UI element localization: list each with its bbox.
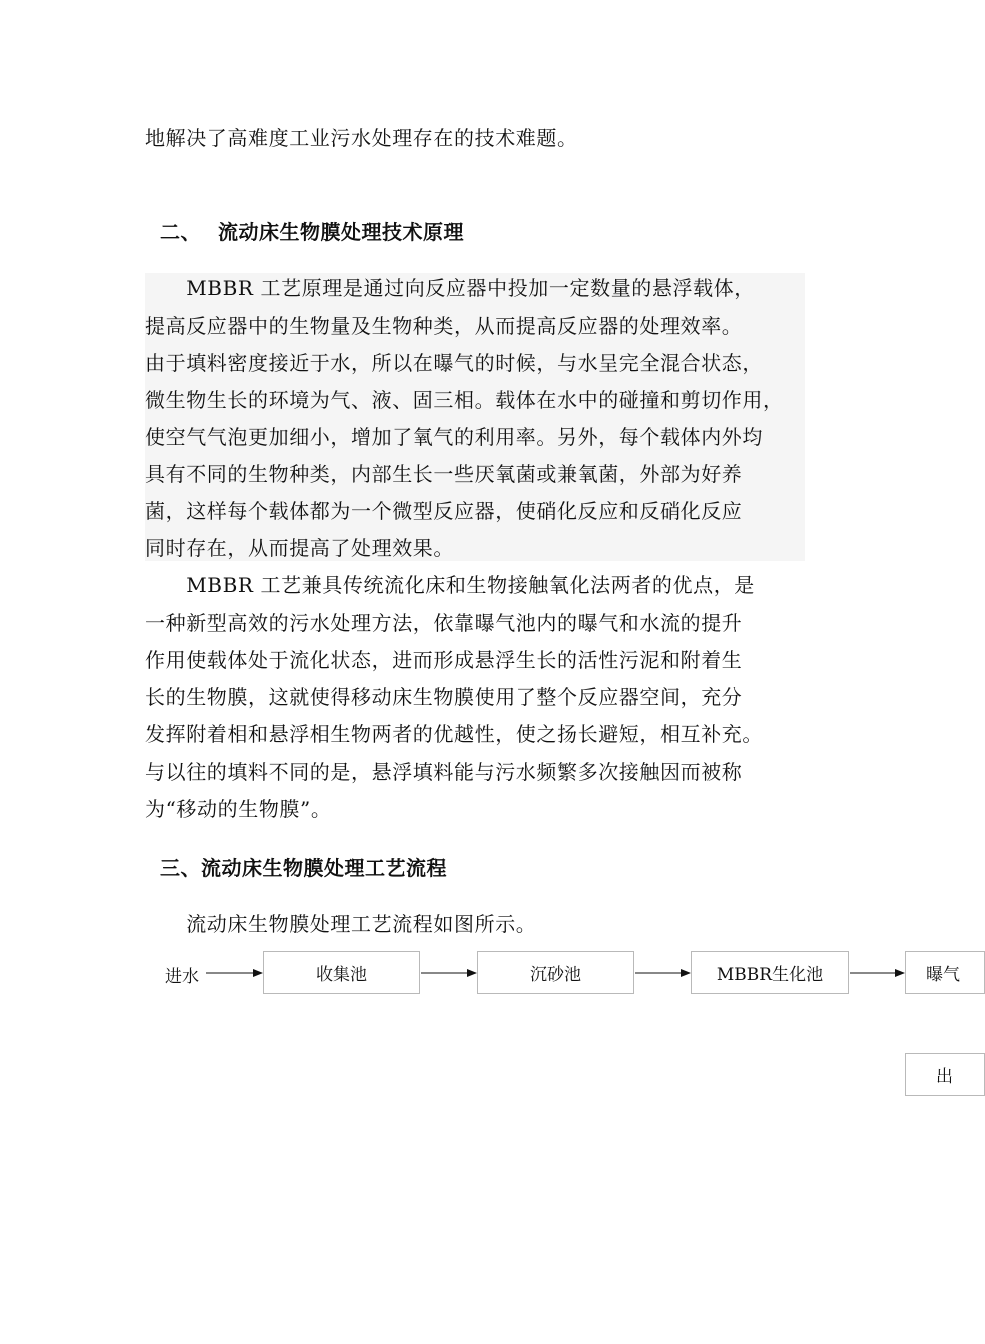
paragraph-line: 微生物生长的环境为气、液、固三相。载体在水中的碰撞和剪切作用， bbox=[145, 388, 784, 412]
paragraph-line: 由于填料密度接近于水，所以在曝气的时候，与水呈完全混合状态， bbox=[145, 351, 763, 375]
flow-box-collection-tank: 收集池 bbox=[263, 951, 420, 994]
section-2-number: 二、 bbox=[160, 220, 201, 244]
paragraph-line: 发挥附着相和悬浮相生物两者的优越性，使之扬长避短，相互补充。 bbox=[145, 722, 763, 746]
flow-box-aeration: 曝气 bbox=[905, 951, 985, 994]
paragraph-line: 使空气气泡更加细小，增加了氧气的利用率。另外，每个载体内外均 bbox=[145, 425, 763, 449]
section-3-title: 三、流动床生物膜处理工艺流程 bbox=[160, 856, 447, 880]
flow-box-mbbr-tank: MBBR生化池 bbox=[691, 951, 849, 994]
paragraph-line: 同时存在，从而提高了处理效果。 bbox=[145, 536, 454, 560]
paragraph-line: 提高反应器中的生物量及生物种类，从而提高反应器的处理效率。 bbox=[145, 314, 743, 338]
continued-line: 地解决了高难度工业污水处理存在的技术难题。 bbox=[145, 126, 578, 150]
paragraph-line: 为“移动的生物膜”。 bbox=[145, 797, 332, 821]
flow-inlet-label: 进水 bbox=[165, 967, 199, 987]
paragraph-line: 菌，这样每个载体都为一个微型反应器，使硝化反应和反硝化反应 bbox=[145, 499, 743, 523]
paragraph-line: MBBR 工艺原理是通过向反应器中投加一定数量的悬浮载体， bbox=[145, 276, 755, 300]
flow-box-grit-chamber: 沉砂池 bbox=[477, 951, 634, 994]
flow-box-outlet: 出 bbox=[905, 1053, 985, 1096]
flow-intro-text: 流动床生物膜处理工艺流程如图所示。 bbox=[145, 912, 537, 936]
section-2-title: 流动床生物膜处理技术原理 bbox=[218, 220, 464, 244]
paragraph-line: 与以往的填料不同的是，悬浮填料能与污水频繁多次接触因而被称 bbox=[145, 760, 743, 784]
paragraph-line: 长的生物膜，这就使得移动床生物膜使用了整个反应器空间，充分 bbox=[145, 685, 743, 709]
paragraph-line: 一种新型高效的污水处理方法，依靠曝气池内的曝气和水流的提升 bbox=[145, 611, 743, 635]
paragraph-line: 作用使载体处于流化状态，进而形成悬浮生长的活性污泥和附着生 bbox=[145, 648, 743, 672]
paragraph-line: 具有不同的生物种类，内部生长一些厌氧菌或兼氧菌，外部为好养 bbox=[145, 462, 743, 486]
paragraph-line: MBBR 工艺兼具传统流化床和生物接触氧化法两者的优点，是 bbox=[145, 573, 755, 597]
